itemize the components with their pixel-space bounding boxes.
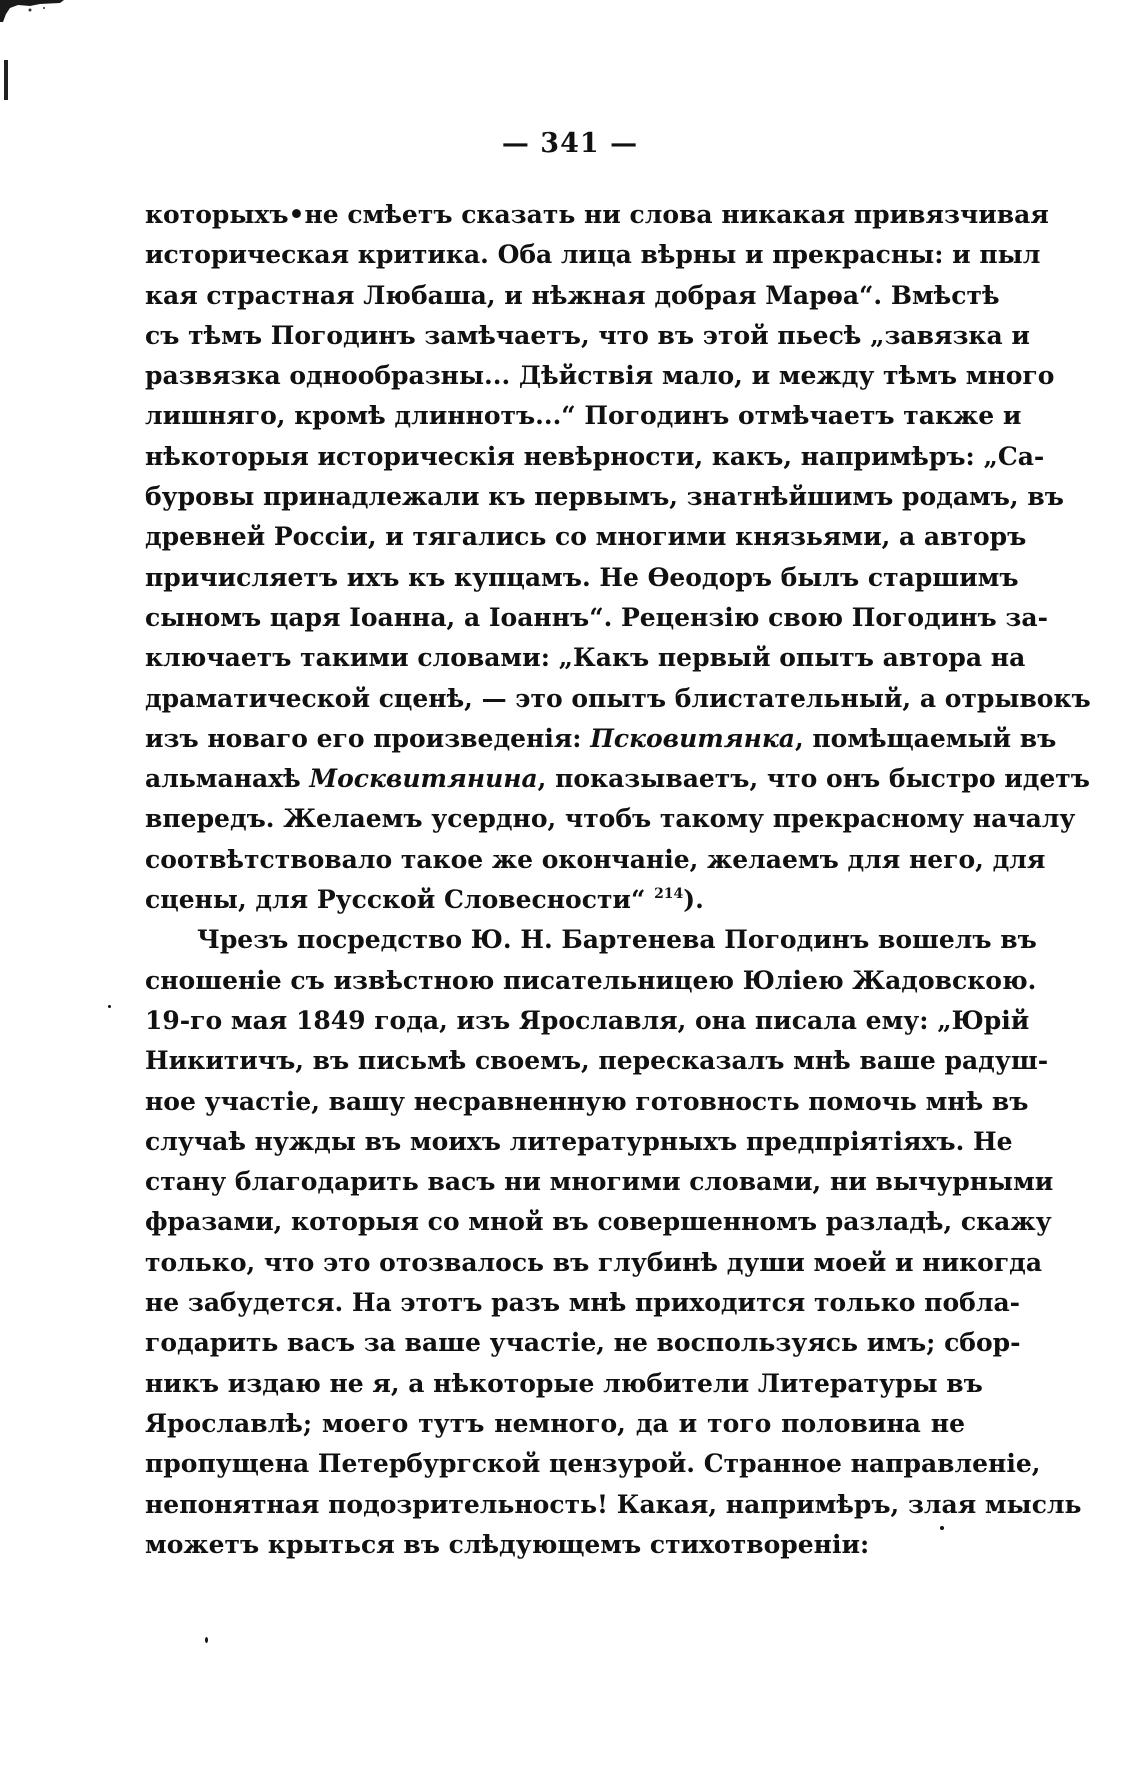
text-line: развязка однообразны... Дѣйствія мало, и между тѣмъ много: [145, 361, 1055, 391]
text-run: ).: [683, 885, 704, 915]
footnote-marker: 214: [654, 886, 684, 903]
text-line: съ тѣмъ Погодинъ замѣчаетъ, что въ этой пьесѣ „завязка и: [145, 320, 1030, 350]
text-run: сцены, для Русской Словесности“: [145, 885, 655, 915]
text-line: кая страстная Любаша, и нѣжная добрая Марѳа“. Вмѣстѣ: [145, 280, 1000, 310]
text-run: изъ новаго его произведенія:: [145, 723, 591, 753]
text-line: не забудется. На этотъ разъ мнѣ приходится только побла-: [145, 1288, 1021, 1318]
text-line: годарить васъ за ваше участіе, не воспользуясь имъ; сбор-: [145, 1328, 1021, 1358]
text-line: Никитичъ, въ письмѣ своемъ, пересказалъ мнѣ ваше радуш-: [145, 1046, 1049, 1076]
text-line: нѣкоторыя историческія невѣрности, какъ, напримѣръ: „Са-: [145, 441, 1045, 471]
text-line: сношеніе съ извѣстною писательницею Юліею Жадовскою.: [145, 965, 1037, 995]
text-line: можетъ крыться въ слѣдующемъ стихотвореніи:: [145, 1529, 870, 1559]
text-line: ное участіе, вашу несравненную готовность помочь мнѣ въ: [145, 1086, 1029, 1116]
italic-title: Москвитянина: [309, 764, 538, 794]
text-line: пропущена Петербургской цензурой. Странное направленіе,: [145, 1449, 1041, 1479]
text-line: непонятная подозрительность! Какая, напримѣръ, злая мысль: [145, 1489, 1082, 1519]
text-run: , показываетъ, что онъ быстро идетъ: [537, 764, 1090, 794]
text-run: альманахѣ: [145, 764, 310, 794]
text-line: фразами, которыя со мной въ совершенномъ разладѣ, скажу: [145, 1207, 1052, 1237]
text-line: историческая критика. Оба лица вѣрны и прекрасны: и пыл: [145, 240, 1041, 270]
text-line: драматической сценѣ, — это опытъ блистательный, а отрывокъ: [145, 683, 1091, 713]
text-line: Ярославлѣ; моего тутъ немного, да и того половина не: [145, 1408, 965, 1438]
scan-edge-mark-left: [4, 60, 8, 100]
text-line: [145, 759, 1090, 799]
scan-edge-mark: [0, 0, 64, 22]
body-text: [145, 195, 1091, 1565]
text-line: сыномъ царя Іоанна, а Іоаннъ“. Рецензію свою Погодинъ за-: [145, 602, 1048, 632]
ink-speck: [940, 1526, 944, 1530]
text-line: лишняго, кромѣ длиннотъ...“ Погодинъ отмѣчаетъ также и: [145, 401, 1022, 431]
text-line: причисляетъ ихъ къ купцамъ. Не Ѳеодоръ былъ старшимъ: [145, 562, 1019, 592]
text-line: ключаетъ такими словами: „Какъ первый опытъ автора на: [145, 643, 1026, 673]
page-number: — 341 —: [501, 128, 639, 159]
text-line: буровы принадлежали къ первымъ, знатнѣйшимъ родамъ, въ: [145, 482, 1064, 512]
italic-title: Псковитянка: [590, 723, 795, 753]
text-run: , помѣщаемый въ: [794, 723, 1057, 753]
text-line: соотвѣтствовало такое же окончаніе, желаемъ для него, для: [145, 844, 1046, 874]
text-line: древней Россіи, и тягались со многими князьями, а авторъ: [145, 522, 1027, 552]
ink-speck: [108, 1005, 111, 1008]
text-line: никъ издаю не я, а нѣкоторые любители Литературы въ: [145, 1368, 983, 1398]
text-line: которыхъ•не смѣетъ сказать ни слова никакая привязчивая: [145, 200, 1049, 229]
text-line: случаѣ нужды въ моихъ литературныхъ предпріятіяхъ. Не: [145, 1126, 1013, 1156]
text-line: [145, 880, 965, 920]
text-line: только, что это отозвалось въ глубинѣ души моей и никогда: [145, 1247, 1043, 1277]
text-line: [145, 719, 1057, 759]
text-line: Чрезъ посредство Ю. Н. Бартенева Погодинъ вошелъ въ: [197, 925, 1037, 955]
text-line: 19-го мая 1849 года, изъ Ярославля, она писала ему: „Юрій: [145, 1005, 1030, 1035]
text-line: впередъ. Желаемъ усердно, чтобъ такому прекрасному началу: [145, 804, 1076, 834]
text-line: стану благодарить васъ ни многими словами, ни вычурными: [145, 1167, 1054, 1197]
ink-speck: [205, 1637, 208, 1643]
